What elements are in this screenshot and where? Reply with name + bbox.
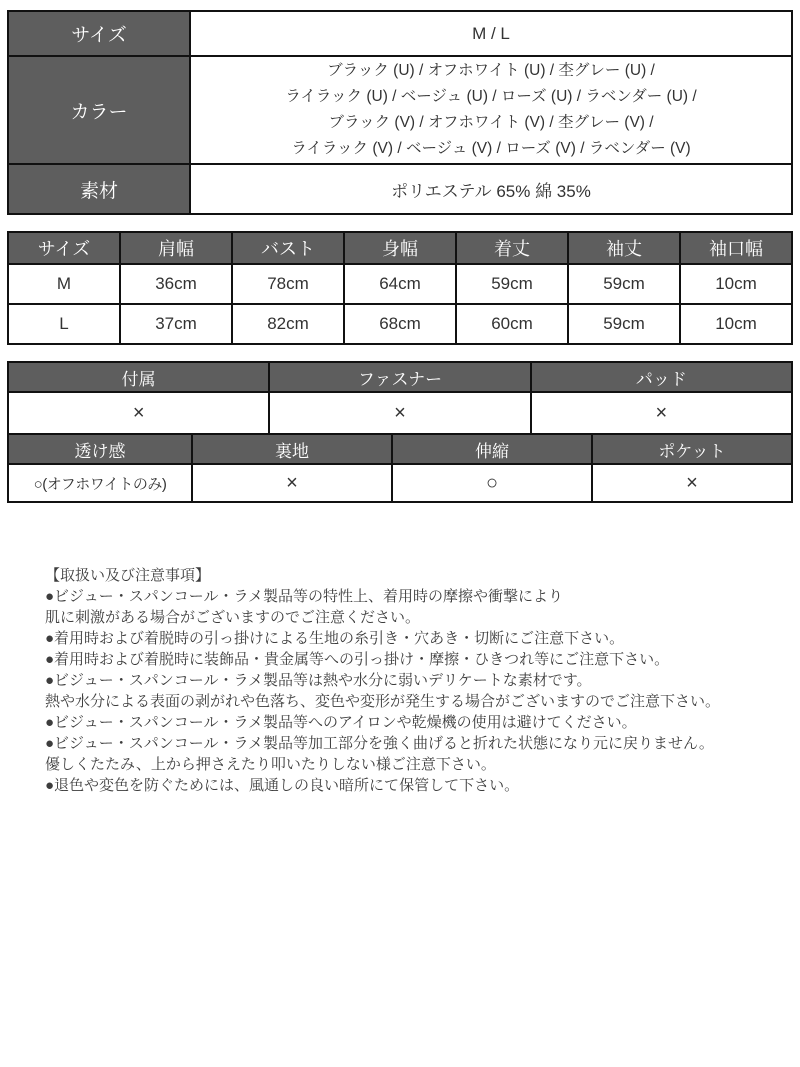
note-line: ●ビジュー・スパンコール・ラメ製品等へのアイロンや乾燥機の使用は避けてください。 <box>45 714 637 731</box>
measurement-cell: 78cm <box>232 264 344 304</box>
col-header: パッド <box>531 362 792 392</box>
features-value-row <box>8 392 792 434</box>
feature-value-cell: × <box>269 392 530 434</box>
note-line: 肌に刺激がある場合がございますのでご注意ください。 <box>45 609 421 626</box>
notes-title: 【取扱い及び注意事項】 <box>45 567 211 584</box>
spec-row-color <box>8 56 792 164</box>
feature-value-cell: × <box>592 464 792 502</box>
fabric-label-cell: 素材 <box>8 164 190 214</box>
measurement-cell: 59cm <box>568 264 680 304</box>
measurement-cell: 10cm <box>680 304 792 344</box>
color-label-cell: カラー <box>8 56 190 164</box>
col-header: 肩幅 <box>120 232 232 264</box>
spec-row-fabric <box>8 164 792 214</box>
measurements-row-l <box>8 304 792 344</box>
note-line: ●着用時および着脱時の引っ掛けによる生地の糸引き・穴あき・切断にご注意下さい。 <box>45 630 625 647</box>
col-header: 伸縮 <box>392 434 592 464</box>
measurement-cell: 82cm <box>232 304 344 344</box>
note-line: ●退色や変色を防ぐためには、風通しの良い暗所にて保管して下さい。 <box>45 777 520 794</box>
feature-value-cell: × <box>192 464 392 502</box>
measurement-cell: 37cm <box>120 304 232 344</box>
measurement-cell: L <box>8 304 120 344</box>
measurement-cell: 59cm <box>456 264 568 304</box>
spec-table <box>7 10 793 215</box>
col-header: ファスナー <box>269 362 530 392</box>
size-label-cell: サイズ <box>8 11 190 56</box>
col-header: 袖口幅 <box>680 232 792 264</box>
col-header: バスト <box>232 232 344 264</box>
measurements-header-row <box>8 232 792 264</box>
color-line: ライラック (V) / ベージュ (V) / ローズ (V) / ラベンダー (V) <box>291 140 691 157</box>
features-header-row <box>8 434 792 464</box>
feature-value-cell: ○ <box>392 464 592 502</box>
measurements-table <box>7 231 793 345</box>
measurement-cell: 68cm <box>344 304 456 344</box>
measurement-cell: 36cm <box>120 264 232 304</box>
measurement-cell: 59cm <box>568 304 680 344</box>
feature-value-cell: ○(オフホワイトのみ) <box>8 464 192 502</box>
note-line: ●ビジュー・スパンコール・ラメ製品等加工部分を強く曲げると折れた状態になり元に戻りません。 <box>45 735 714 752</box>
feature-value-cell: × <box>8 392 269 434</box>
features-header-row <box>8 362 792 392</box>
handling-notes <box>7 565 793 796</box>
measurement-cell: M <box>8 264 120 304</box>
note-line: ●着用時および着脱時に装飾品・貴金属等への引っ掛け・摩擦・ひきつれ等にご注意下さい。 <box>45 651 670 668</box>
fabric-value-cell: ポリエステル 65% 綿 35% <box>190 164 792 214</box>
feature-value-cell: × <box>531 392 792 434</box>
col-header: 着丈 <box>456 232 568 264</box>
col-header: 透け感 <box>8 434 192 464</box>
note-line: ●ビジュー・スパンコール・ラメ製品等の特性上、着用時の摩擦や衝撃により <box>45 588 564 605</box>
note-line: 熱や水分による表面の剥がれや色落ち、変色や変形が発生する場合がございますのでご注意下さい。 <box>45 693 721 710</box>
size-value-cell: M / L <box>190 11 792 56</box>
note-line: 優しくたたみ、上から押さえたり叩いたりしない様ご注意下さい。 <box>45 756 496 773</box>
features-table-accessories <box>7 361 793 435</box>
color-line: ブラック (V) / オフホワイト (V) / 杢グレー (V) / <box>328 114 654 131</box>
color-line: ライラック (U) / ベージュ (U) / ローズ (U) / ラベンダー (U) / <box>285 88 697 105</box>
color-value-cell <box>190 56 792 164</box>
color-line: ブラック (U) / オフホワイト (U) / 杢グレー (U) / <box>327 62 655 79</box>
measurement-cell: 10cm <box>680 264 792 304</box>
measurements-row-m <box>8 264 792 304</box>
col-header: 身幅 <box>344 232 456 264</box>
note-line: ●ビジュー・スパンコール・ラメ製品等は熱や水分に弱いデリケートな素材です。 <box>45 672 592 689</box>
features-table-fabric <box>7 433 793 503</box>
spec-row-size <box>8 11 792 56</box>
features-value-row <box>8 464 792 502</box>
col-header: 付属 <box>8 362 269 392</box>
measurement-cell: 64cm <box>344 264 456 304</box>
col-header: 裏地 <box>192 434 392 464</box>
measurement-cell: 60cm <box>456 304 568 344</box>
col-header: 袖丈 <box>568 232 680 264</box>
col-header: サイズ <box>8 232 120 264</box>
col-header: ポケット <box>592 434 792 464</box>
